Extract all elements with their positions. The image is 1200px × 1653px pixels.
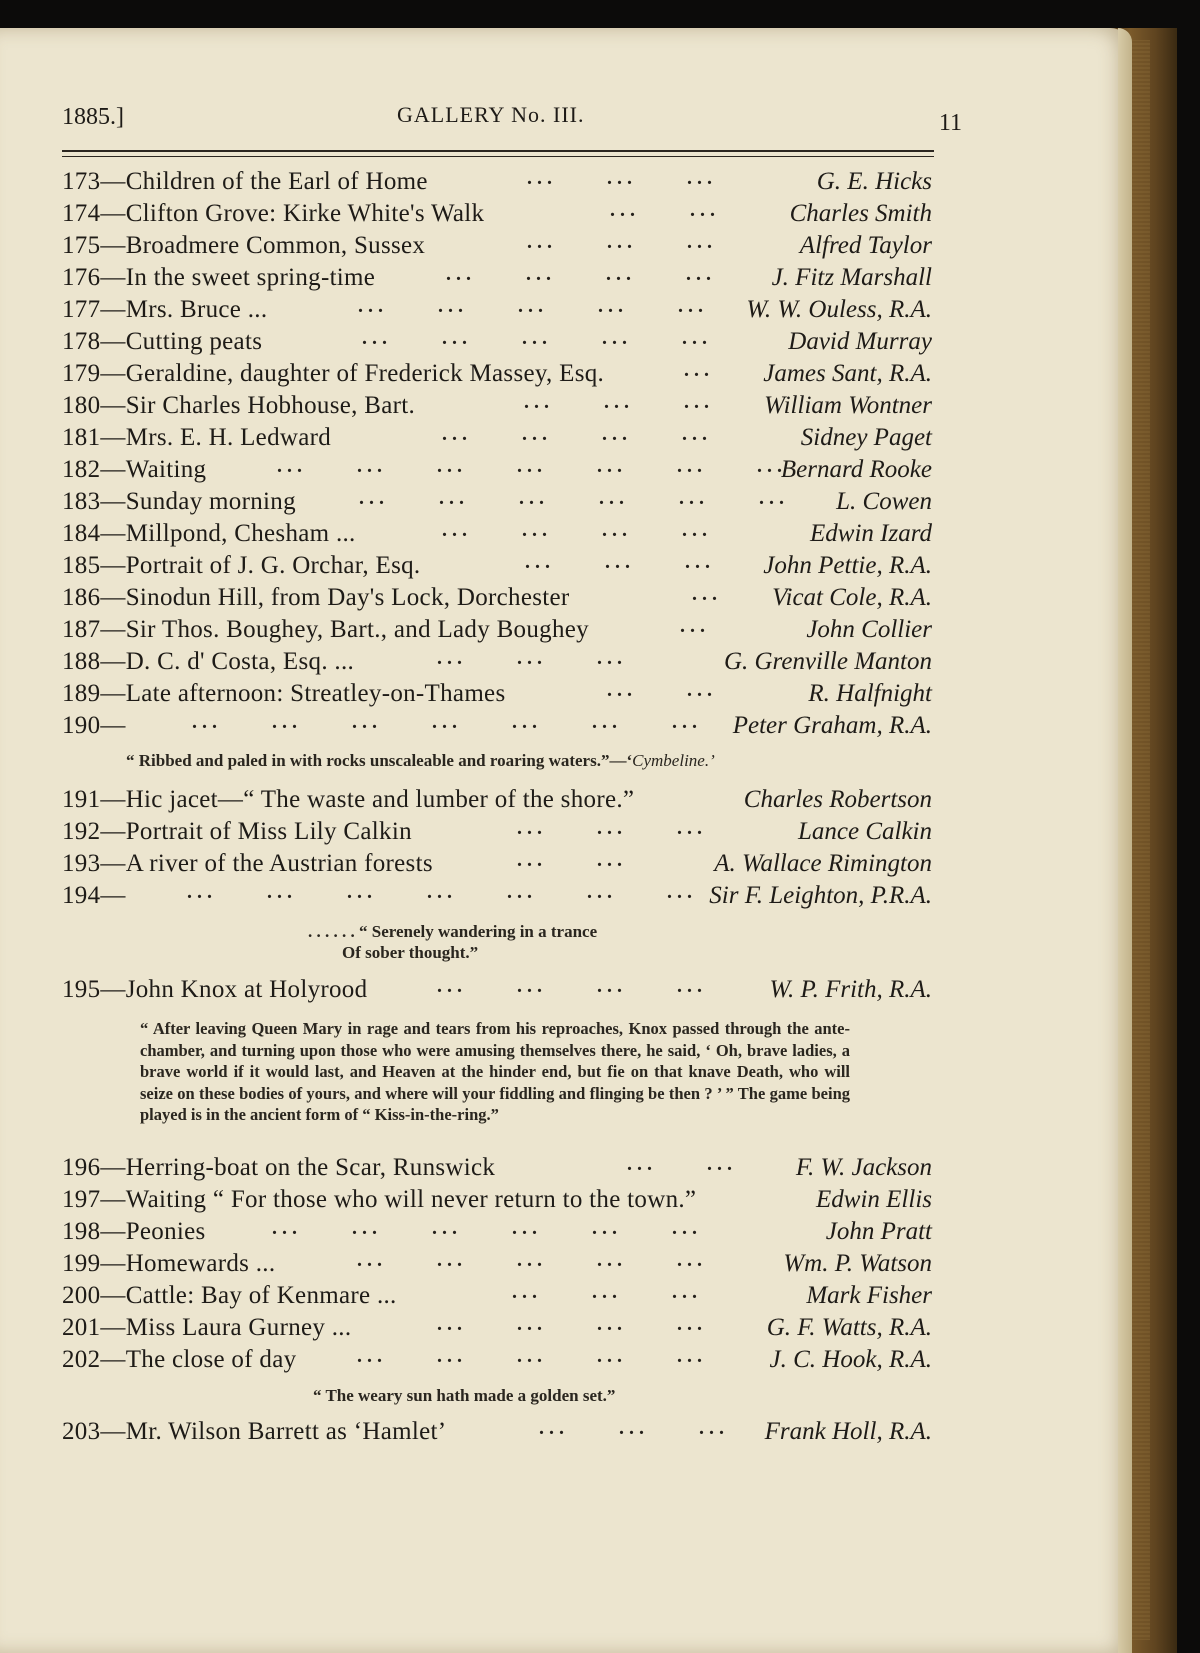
dot-leader: ... ... ... ... [442, 519, 712, 541]
catalogue-entry [62, 816, 932, 848]
running-header [62, 102, 962, 142]
entry-artist: W. P. Frith, R.A. [769, 976, 932, 1003]
entry-artist: A. Wallace Rimington [714, 850, 932, 877]
entry-artist: L. Cowen [836, 488, 932, 515]
catalogue-entry [62, 198, 932, 230]
entry-title: 198—Peonies [62, 1218, 206, 1245]
header-year: 1885.] [62, 104, 124, 130]
entry-title: 203—Mr. Wilson Barrett as ‘Hamlet’ [62, 1418, 447, 1445]
dot-leader: ... ... ... ... ... ... [359, 487, 789, 509]
dot-leader: ... ... [607, 679, 717, 701]
entry-artist: J. C. Hook, R.A. [769, 1346, 932, 1373]
catalogue-entry [62, 166, 932, 198]
entry-artist: Alfred Taylor [799, 232, 932, 259]
entry-title: 199—Homewards ... [62, 1250, 276, 1277]
dot-leader: ... ... ... [517, 817, 707, 839]
entry-artist: Lance Calkin [797, 818, 932, 845]
entry-title: 178—Cutting peats [62, 328, 263, 355]
entry-artist: Mark Fisher [806, 1282, 932, 1309]
entry-artist: Charles Smith [789, 200, 932, 227]
entry-title: 191—Hic jacet—“ The waste and lumber of the shore.” [62, 786, 635, 813]
entry-title: 176—In the sweet spring-time [62, 264, 376, 291]
catalogue-entry [62, 646, 932, 678]
entry-title: 194— [62, 882, 126, 909]
entry-title: 185—Portrait of J. G. Orchar, Esq. [62, 552, 421, 579]
entry-artist: Bernard Rooke [780, 456, 932, 483]
dot-leader: ... ... ... ... ... [357, 1345, 707, 1367]
dot-leader: ... ... ... ... [437, 975, 707, 997]
entry-title: 197—Waiting “ For those who will never return to the town.” [62, 1186, 697, 1213]
entry-title: 200—Cattle: Bay of Kenmare ... [62, 1282, 397, 1309]
entry-artist: Sir F. Leighton, P.R.A. [709, 882, 932, 909]
entry-title: 181—Mrs. E. H. Ledward [62, 424, 332, 451]
dot-leader: ... ... [610, 199, 720, 221]
dot-leader: ... ... ... ... [442, 423, 712, 445]
dot-leader: ... ... ... [524, 391, 714, 413]
page-edge [1118, 28, 1132, 1653]
dot-leader: ... ... ... [437, 647, 627, 669]
catalogue-entry [62, 880, 932, 912]
entry-artist: Edwin Ellis [816, 1186, 932, 1213]
entry-artist: Frank Holl, R.A. [764, 1418, 932, 1445]
catalogue-entry [62, 326, 932, 358]
catalogue-entry [62, 1416, 932, 1448]
entry-title: 196—Herring-boat on the Scar, Runswick [62, 1154, 496, 1181]
entry-artist: John Collier [806, 616, 932, 643]
dot-leader: ... ... ... [527, 231, 717, 253]
entry-title: 189—Late afternoon: Streatley-on-Thames [62, 680, 506, 707]
page-number: 11 [938, 110, 962, 136]
description-195: “ After leaving Queen Mary in rage and tears from his reproaches, Knox passed through the ante-chamber, and turning upon those who were amusing themselves there, he said, ‘ Oh, brave ladies, a brave world if it would last, and Heaven at the hinder end, but fie on that knave Death, who will seize on these bodies of yours, and where will your fiddling and flinging be then ? ’ ” The game being played is in the ancient form of “ Kiss-in-the-ring.” [140, 1019, 850, 1124]
entry-title: 183—Sunday morning [62, 488, 296, 515]
entry-artist: F. W. Jackson [795, 1154, 932, 1181]
epigraph-source: Cymbeline.’ [632, 751, 715, 770]
dot-leader: ... ... ... [525, 551, 715, 573]
catalogue-entry [62, 1344, 932, 1376]
entry-artist: James Sant, R.A. [763, 360, 932, 387]
entry-title: 182—Waiting [62, 456, 207, 483]
entry-artist: Edwin Izard [810, 520, 932, 547]
header-rule [62, 150, 934, 157]
catalogue-entry [62, 974, 932, 1006]
entry-title: 193—A river of the Austrian forests [62, 850, 433, 877]
entry-artist: John Pratt [825, 1218, 932, 1245]
entry-title: 180—Sir Charles Hobhouse, Bart. [62, 392, 416, 419]
epigraph-194-line-2: Of sober thought.” [342, 943, 479, 962]
dot-leader: ... [680, 615, 710, 637]
dot-leader: ... ... ... ... ... [357, 1249, 707, 1271]
entry-artist: G. F. Watts, R.A. [766, 1314, 932, 1341]
entry-title: 188—D. C. d' Costa, Esq. ... [62, 648, 355, 675]
catalogue-entry [62, 1248, 932, 1280]
catalogue-entry [62, 358, 932, 390]
dot-leader: ... ... ... ... ... ... ... [192, 711, 702, 733]
dot-leader: ... ... ... ... [446, 263, 716, 285]
entry-title: 177—Mrs. Bruce ... [62, 296, 268, 323]
dot-leader: ... ... ... [512, 1281, 702, 1303]
entry-artist: Vicat Cole, R.A. [772, 584, 932, 611]
catalogue-entry [62, 784, 932, 816]
catalogue-entry [62, 710, 932, 742]
dot-leader: ... ... ... ... ... ... ... [277, 455, 787, 477]
epigraph-text: “ Ribbed and paled in with rocks unscaleable and roaring waters.”—‘ [126, 751, 633, 770]
entry-title: 175—Broadmere Common, Sussex [62, 232, 426, 259]
catalogue-entry [62, 1152, 932, 1184]
entry-title: 202—The close of day [62, 1346, 297, 1373]
entry-title: 192—Portrait of Miss Lily Calkin [62, 818, 412, 845]
dot-leader: ... ... [627, 1153, 737, 1175]
entry-title: 179—Geraldine, daughter of Frederick Massey, Esq. [62, 360, 605, 387]
entry-title: 201—Miss Laura Gurney ... [62, 1314, 352, 1341]
catalogue-entry [62, 550, 932, 582]
header-gallery-title: GALLERY No. III. [397, 102, 585, 127]
entry-artist: Peter Graham, R.A. [732, 712, 932, 739]
dot-leader: ... ... ... ... ... [362, 327, 712, 349]
epigraph-190 [126, 750, 715, 771]
entry-artist: G. E. Hicks [816, 168, 932, 195]
entry-title: 195—John Knox at Holyrood [62, 976, 368, 1003]
dot-leader: ... ... ... ... ... ... ... [187, 881, 697, 903]
dot-leader: ... [684, 359, 714, 381]
entry-artist: J. Fitz Marshall [771, 264, 932, 291]
entry-title: 184—Millpond, Chesham ... [62, 520, 356, 547]
entry-title: 173—Children of the Earl of Home [62, 168, 428, 195]
catalogue-entry [62, 518, 932, 550]
catalogue-entry [62, 582, 932, 614]
entry-artist: R. Halfnight [808, 680, 932, 707]
dot-leader: ... ... ... [539, 1417, 729, 1439]
entry-title: 174—Clifton Grove: Kirke White's Walk [62, 200, 485, 227]
entry-title: 186—Sinodun Hill, from Day's Lock, Dorchester [62, 584, 570, 611]
entry-artist: Wm. P. Watson [783, 1250, 932, 1277]
entry-title: 190— [62, 712, 126, 739]
entry-artist: Sidney Paget [800, 424, 932, 451]
dot-leader: ... ... ... ... ... [358, 295, 708, 317]
dot-leader: ... ... ... [527, 167, 717, 189]
entry-artist: W. W. Ouless, R.A. [746, 296, 932, 323]
entry-artist: William Wontner [764, 392, 932, 419]
dot-leader: ... [692, 583, 722, 605]
entry-artist: Charles Robertson [743, 786, 932, 813]
entry-title: 187—Sir Thos. Boughey, Bart., and Lady Boughey [62, 616, 589, 643]
epigraph-194-line-1: . . . . . . “ Serenely wandering in a trance [308, 922, 598, 941]
dot-leader: ... ... ... ... ... ... [272, 1217, 702, 1239]
page-sheet [0, 28, 1132, 1653]
entry-artist: John Pettie, R.A. [763, 552, 932, 579]
entry-artist: David Murray [788, 328, 932, 355]
dot-leader: ... ... ... ... [437, 1313, 707, 1335]
epigraph-202: “ The weary sun hath made a golden set.” [313, 1386, 616, 1405]
dot-leader: ... ... [517, 849, 627, 871]
entry-artist: G. Grenville Manton [723, 648, 932, 675]
